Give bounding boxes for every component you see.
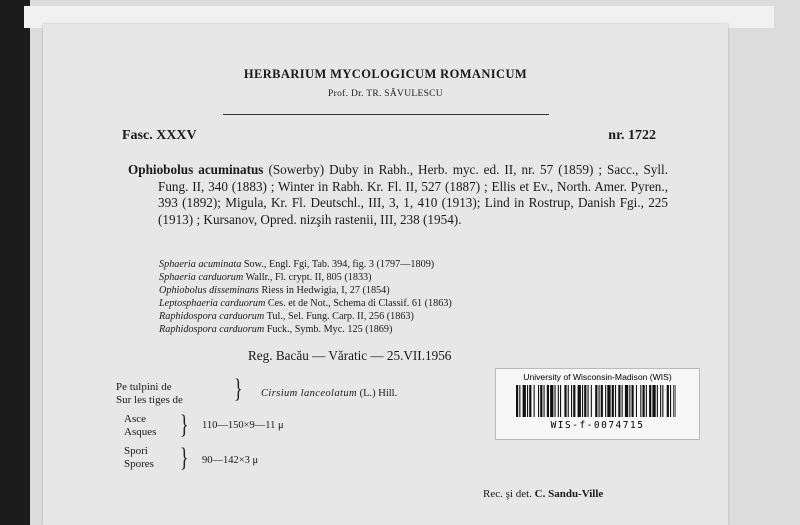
barcode-bar xyxy=(588,385,589,417)
barcode-bar xyxy=(601,385,603,417)
barcode-bar xyxy=(527,385,528,417)
barcode-bar xyxy=(615,385,616,417)
synonym-item: Raphidospora carduorum Fuck., Symb. Myc. 125 (1869) xyxy=(159,324,393,336)
barcode-bar xyxy=(673,385,674,417)
spores-label: Spori Spores xyxy=(124,445,154,470)
barcode-bar xyxy=(555,385,556,417)
barcode-bar xyxy=(538,385,539,417)
barcode-label xyxy=(495,368,700,440)
synonym-item: Leptosphaeria carduorum Ces. et de Not., Schema di Classif. 61 (1863) xyxy=(159,298,452,310)
barcode-bar xyxy=(607,385,610,417)
spores-brace: } xyxy=(179,443,189,472)
barcode-bar xyxy=(523,385,526,417)
barcode-bar xyxy=(660,385,661,417)
spores-value: 90—142×3 μ xyxy=(202,455,259,466)
barcode-bar xyxy=(519,385,520,417)
barcode-bar xyxy=(625,385,628,417)
synonym-item: Sphaeria acuminata Sow., Engl. Fgi, Tab. 394, fig. 3 (1797—1809) xyxy=(159,259,435,270)
barcode-bar xyxy=(573,385,575,417)
barcode-bar xyxy=(636,385,637,417)
host-brace: } xyxy=(233,374,243,403)
barcode-bar xyxy=(544,385,545,417)
host-value: Cirsium lanceolatum (L.) Hill. xyxy=(261,388,398,399)
barcode-bar xyxy=(612,385,614,417)
asci-brace: } xyxy=(179,410,189,439)
barcode-bar xyxy=(516,385,518,417)
barcode-bar xyxy=(657,385,658,417)
barcode-bar xyxy=(632,385,634,417)
collection-locality: Reg. Bacău — Văratic — 25.VII.1956 xyxy=(248,348,452,363)
barcode-bar xyxy=(584,385,586,417)
barcode-bar xyxy=(582,385,583,417)
barcode-bar xyxy=(667,385,669,417)
barcode-institution: University of Wisconsin-Madison (WIS) xyxy=(523,372,672,382)
barcode-bar xyxy=(571,385,572,417)
herbarium-subtitle: Prof. Dr. TR. SĂVULESCU xyxy=(328,89,443,99)
header-divider xyxy=(223,114,549,115)
synonym-item: Ophiobolus disseminans Riess in Hedwigia, I, 27 (1854) xyxy=(159,285,390,297)
barcode-bar xyxy=(547,385,549,417)
barcode-bar xyxy=(529,385,531,417)
main-entry xyxy=(128,162,668,228)
synonym-item: Sphaeria carduorum Wallr., Fl. crypt. II, 805 (1833) xyxy=(159,272,372,284)
barcode-bar xyxy=(670,385,671,417)
barcode-bar xyxy=(534,385,535,417)
species-references: (Sowerby) Duby in Rabh., Herb. myc. ed. II, nr. 57 (1859) ; Sacc., Syll. Fung. II, 340 (1883) ; Winter in Rabh. Kr. Fl. II, 527 (1887) ; Ellis et Ev., North. Amer. Pyren., 393 (1892); Migula, Kr. Fl. Deutschl., III, 3, 1, 410 (1913); Lind in Rostrup, Danish Fgi., 225 (1913) ; Kursanov, Opred. nizşih rastenii, III, 238 (1954). xyxy=(158,162,669,227)
barcode-bar xyxy=(649,385,651,417)
barcode-bar xyxy=(662,385,663,417)
barcode-bar xyxy=(652,385,655,417)
barcode-bar xyxy=(599,385,600,417)
species-name: Ophiobolus acuminatus xyxy=(128,162,264,177)
host-label: Pe tulpini de Sur les tiges de xyxy=(116,381,183,406)
fascicle-number: Fasc. XXXV xyxy=(122,128,197,143)
barcode-bar xyxy=(618,385,620,417)
barcode-bar xyxy=(578,385,581,417)
barcode-bars xyxy=(516,385,676,417)
barcode-bar xyxy=(676,385,677,417)
herbarium-title: HERBARIUM MYCOLOGICUM ROMANICUM xyxy=(243,67,528,81)
barcode-bar xyxy=(558,385,559,417)
asci-value: 110—150×9—11 μ xyxy=(202,420,284,431)
collector-line: Rec. şi det. C. Sandu-Ville xyxy=(483,488,604,500)
barcode-bar xyxy=(595,385,597,417)
barcode-bar xyxy=(629,385,630,417)
label-header xyxy=(43,67,728,99)
barcode-bar xyxy=(540,385,542,417)
barcode-bar xyxy=(560,385,561,417)
barcode-number: WIS-f-0074715 xyxy=(550,420,645,431)
synonym-item: Raphidospora carduorum Tul., Sel. Fung. Carp. II, 256 (1863) xyxy=(159,311,414,323)
barcode-bar xyxy=(640,385,641,417)
asci-label: Asce Asques xyxy=(124,413,157,438)
synonym-list xyxy=(159,258,452,337)
barcode-bar xyxy=(591,385,592,417)
barcode-bar xyxy=(550,385,553,417)
barcode-bar xyxy=(622,385,623,417)
barcode-bar xyxy=(564,385,566,417)
specimen-number: nr. 1722 xyxy=(608,128,656,143)
barcode-bar xyxy=(568,385,569,417)
barcode-bar xyxy=(605,385,606,417)
barcode-bar xyxy=(646,385,647,417)
herbarium-label xyxy=(43,24,728,525)
barcode-bar xyxy=(643,385,645,417)
